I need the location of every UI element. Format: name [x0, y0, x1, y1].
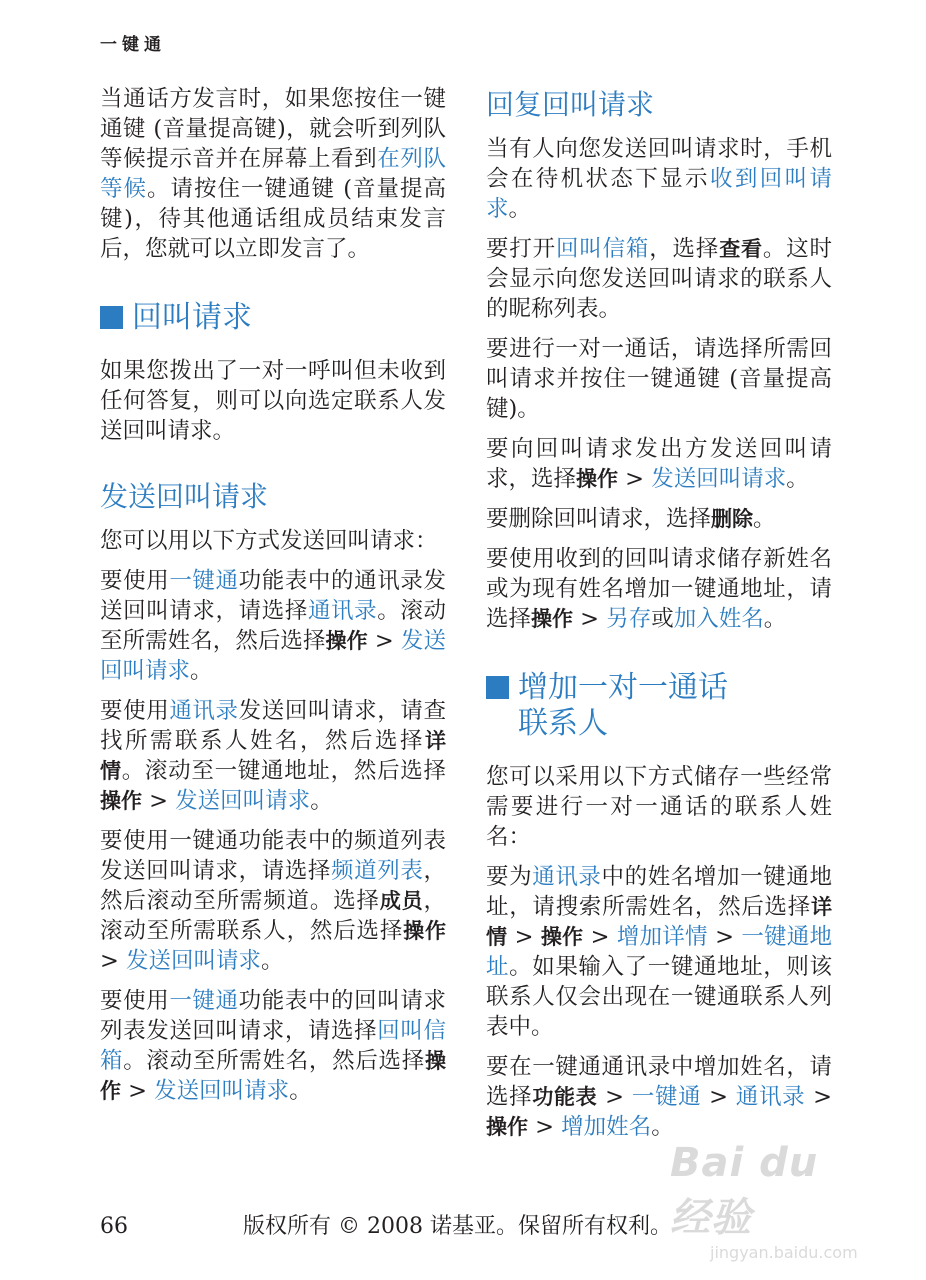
text: 当通话方发言时，如果您按住一键通键 (音量提高键)，就会听到列队等候提示音并在屏幕上看到	[100, 86, 446, 172]
page-number: 66	[100, 1214, 128, 1239]
link-add-name: 增加姓名	[561, 1114, 652, 1140]
subheading-send-callback: 发送回叫请求	[100, 480, 269, 513]
paragraph-send-via-callback-inbox: 要使用一键通功能表中的回叫请求列表发送回叫请求，请选择回叫信箱。滚动至所需姓名，然后选择操作 > 发送回叫请求。	[100, 988, 446, 1104]
paragraph-save-name: 要使用收到的回叫请求储存新姓名或为现有姓名增加一键通地址，请选择操作 > 另存或加入姓名。	[486, 546, 832, 632]
menu-options: 操作	[486, 1115, 528, 1139]
menu-options: 操作	[576, 467, 619, 491]
link-callback-inbox: 回叫信箱	[100, 1018, 446, 1074]
link-ptt: 一键通	[169, 988, 239, 1014]
link-send-callback: 发送回叫请求	[175, 788, 311, 814]
copyright-notice: 版权所有 © 2008 诺基亚。保留所有权利。	[243, 1214, 672, 1239]
link-save-as: 另存	[606, 606, 652, 632]
menu-details: 详情	[100, 729, 446, 783]
running-head: 一键通	[100, 35, 166, 55]
menu-options: 操作	[403, 919, 446, 943]
section-heading-add-contact	[486, 670, 832, 742]
section-heading-callback-request	[100, 300, 446, 336]
menu-menu: 功能表	[532, 1085, 598, 1109]
menu-members: 成员	[379, 889, 424, 913]
menu-options: 操作	[325, 629, 368, 653]
paragraph-one-to-one: 要进行一对一通话，请选择所需回叫请求并按住一键通键 (音量提高键)。	[486, 336, 832, 422]
section-title: 回叫请求	[132, 300, 252, 335]
left-column	[100, 84, 446, 1116]
link-contacts: 通讯录	[735, 1084, 806, 1110]
paragraph-delete: 要删除回叫请求，选择删除。	[486, 506, 776, 532]
menu-options: 操作	[100, 1049, 446, 1103]
link-add-to-name: 加入姓名	[673, 606, 764, 632]
section-square-icon	[486, 676, 509, 699]
link-channel-list: 频道列表	[331, 858, 424, 884]
menu-details: 详情	[486, 895, 832, 949]
link-received-callback: 收到回叫请求	[486, 166, 832, 222]
right-column	[486, 84, 832, 1152]
paragraph-send-ways: 您可以用以下方式发送回叫请求：	[100, 528, 438, 554]
section-square-icon	[100, 306, 123, 329]
link-queued-status: 在列队等候	[100, 146, 446, 202]
baidu-watermark	[670, 1140, 870, 1262]
menu-options: 操作	[531, 607, 574, 631]
text: 。请按住一键通键 (音量提高键)，待其他通话组成员结束发言后，您就可以立即发言了。	[100, 176, 446, 262]
section-title: 增加一对一通话 联系人	[518, 670, 728, 741]
paragraph-send-via-contacts: 要使用通讯录发送回叫请求，请查找所需联系人姓名，然后选择详情。滚动至一键通地址，然后选择操作 > 发送回叫请求。	[100, 698, 446, 814]
paragraph-reply-send: 要向回叫请求发出方发送回叫请求，选择操作 > 发送回叫请求。	[486, 436, 832, 492]
menu-options: 操作	[540, 925, 584, 949]
subheading-reply-callback: 回复回叫请求	[486, 88, 655, 121]
paragraph-send-via-channel-list: 要使用一键通功能表中的频道列表发送回叫请求，请选择频道列表，然后滚动至所需频道。选择成员，滚动至所需联系人，然后选择操作 > 发送回叫请求。	[100, 828, 446, 974]
paragraph-received-callback: 当有人向您发送回叫请求时，手机会在待机状态下显示收到回叫请求。	[486, 136, 832, 222]
link-send-callback: 发送回叫请求	[651, 466, 787, 492]
watermark-url: jingyan.baidu.com	[710, 1243, 858, 1262]
link-contacts: 通讯录	[307, 598, 378, 624]
paragraph-add-intro: 您可以采用以下方式储存一些经常需要进行一对一通话的联系人姓名：	[486, 764, 832, 850]
menu-delete: 删除	[711, 507, 754, 531]
link-send-callback: 发送回叫请求	[154, 1078, 290, 1104]
paragraph-open-inbox: 要打开回叫信箱，选择查看。这时会显示向您发送回叫请求的联系人的昵称列表。	[486, 236, 832, 322]
paragraph-add-via-contacts: 要为通讯录中的姓名增加一键通地址，请搜索所需姓名，然后选择详情 > 操作 > 增加详情 > 一键通地址。如果输入了一键通地址，则该联系人仅会出现在一键通联系人列表中。	[486, 864, 832, 1040]
link-add-detail: 增加详情	[616, 924, 708, 950]
link-callback-inbox: 回叫信箱	[555, 236, 650, 262]
menu-options: 操作	[100, 789, 142, 813]
paragraph-add-via-ptt-contacts: 要在一键通通讯录中增加姓名，请选择功能表 > 一键通 > 通讯录 > 操作 > 增加姓名。	[486, 1054, 832, 1140]
link-send-callback: 发送回叫请求	[100, 628, 446, 684]
watermark-logo: Bai du 经验	[670, 1140, 819, 1241]
link-contacts: 通讯录	[169, 698, 239, 724]
paragraph-send-via-ptt-contacts: 要使用一键通功能表中的通讯录发送回叫请求，请选择通讯录。滚动至所需姓名，然后选择操作 > 发送回叫请求。	[100, 568, 446, 684]
paragraph-callback-intro: 如果您拨出了一对一呼叫但未收到任何答复，则可以向选定联系人发送回叫请求。	[100, 358, 446, 444]
menu-view: 查看	[719, 237, 763, 261]
link-ptt: 一键通	[631, 1084, 702, 1110]
link-ptt: 一键通	[169, 568, 239, 594]
paragraph-queue	[100, 84, 446, 264]
link-send-callback: 发送回叫请求	[126, 948, 262, 974]
link-ptt-address: 一键通地址	[486, 924, 832, 980]
link-contacts: 通讯录	[532, 864, 602, 890]
